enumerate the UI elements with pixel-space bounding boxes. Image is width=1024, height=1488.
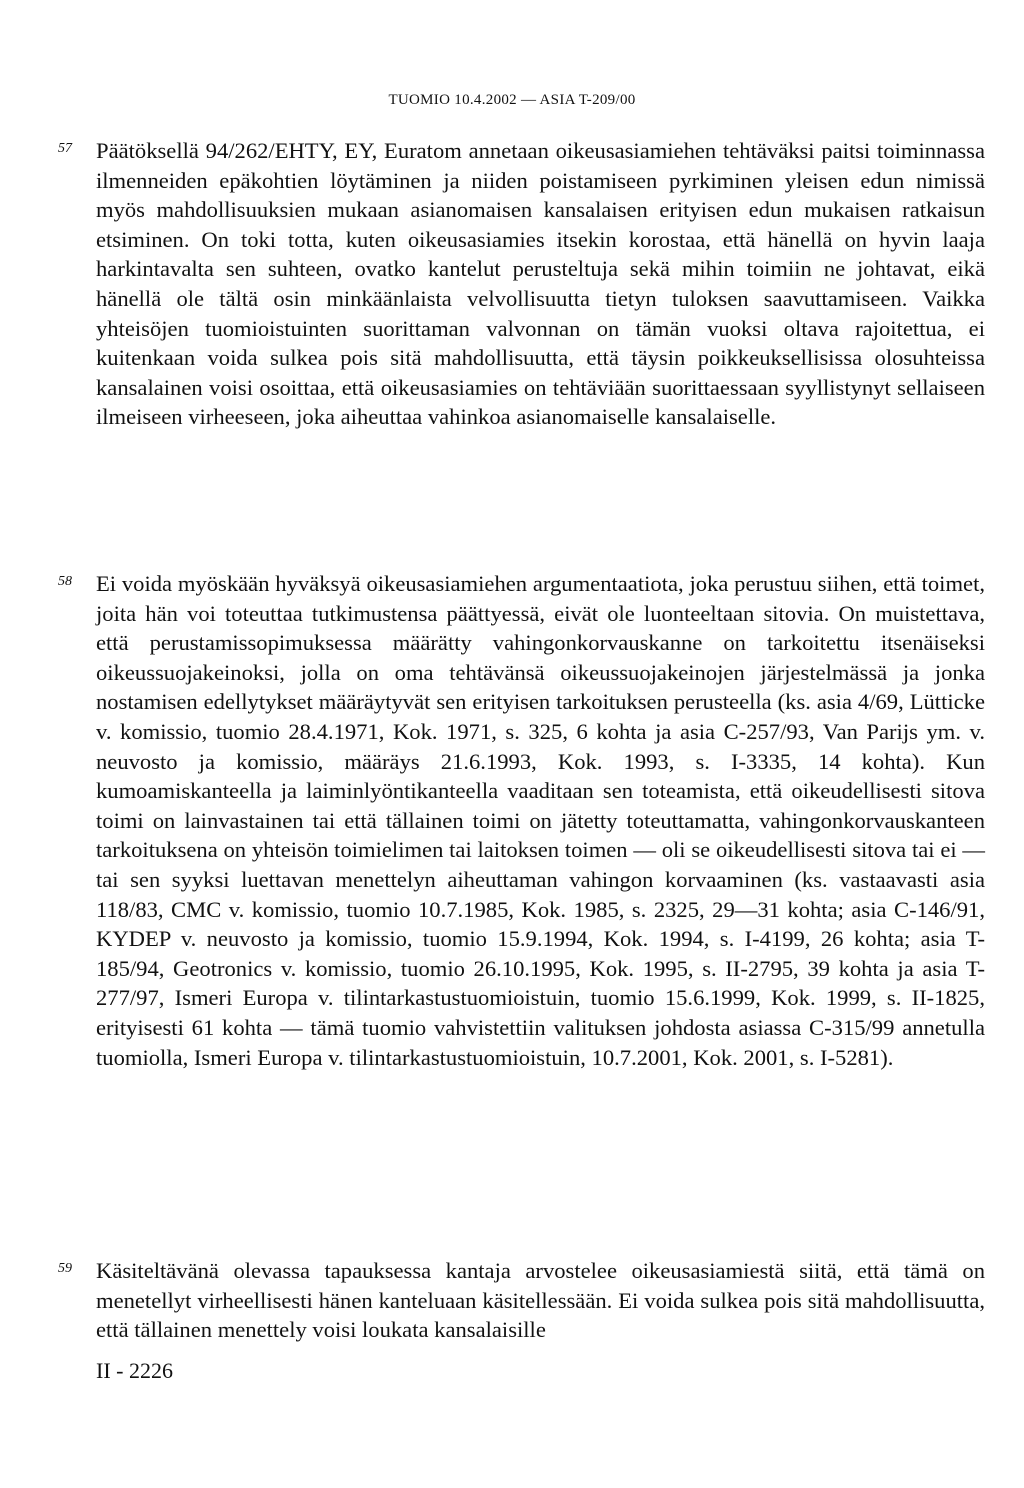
page-number: II - 2226 xyxy=(96,1358,173,1383)
paragraph-text: Päätöksellä 94/262/EHTY, EY, Euratom annetaan oikeusasiamiehen tehtäväksi paitsi toiminnassa ilmenneiden epäkohtien löytäminen ja niiden poistamiseen pyrkiminen yleisen edun nimissä myös mahdollisuuksien mukaan asianomaisen kansalaisen erityisen edun mukaisen ratkaisun etsiminen. On toki totta, kuten oikeusasiamies itsekin korostaa, että hänellä on hyvin laaja harkintavalta sen suhteen, ovatko kantelut perusteltuja sekä mihin toimiin ne johtavat, eikä hänellä ole tältä osin minkäänlaista velvollisuutta tietyn tuloksen saavuttamiseen. Vaikka yhteisöjen tuomioistuinten suorittaman valvonnan on tämän vuoksi oltava rajoitettua, ei kuitenkaan voida sulkea pois sitä mahdollisuutta, että täysin poikkeuksellisissa olosuhteissa kansalainen voisi osoittaa, että oikeusasiamies on tehtäviään suorittaessaan syyllistynyt sellaiseen ilmeiseen virheeseen, joka aiheuttaa vahinkoa asianomaiselle kansalaiselle. xyxy=(96,138,985,430)
paragraph-number: 58 xyxy=(58,574,72,589)
paragraph-text: Käsiteltävänä olevassa tapauksessa kantaja arvostelee oikeusasiamiestä siitä, että tämä on menetellyt virheellisesti hänen kanteluaan käsitellessään. Ei voida sulkea pois sitä mahdollisuutta, että tällainen menettely voisi loukata kansalaisille xyxy=(96,1258,985,1343)
paragraph-57 xyxy=(58,136,988,432)
paragraph-58 xyxy=(58,569,988,1072)
paragraph-number: 59 xyxy=(58,1261,72,1276)
paragraph-number: 57 xyxy=(58,141,72,156)
paragraph-text: Ei voida myöskään hyväksyä oikeusasiamiehen argumentaatiota, joka perustuu siihen, että toimet, joita hän voi toteuttaa tutkimustensa päättyessä, eivät ole luonteeltaan sitovia. On muistettava, että perustamissopimuksessa määrätty vahingonkorvauskanne on tarkoitettu itsenäiseksi oikeussuojakeinoksi, jolla on oma tehtävänsä oikeussuojakeinojen järjestelmässä ja jonka nostamisen edellytykset määräytyvät sen erityisen tarkoituksen perusteella (ks. asia 4/69, Lütticke v. komissio, tuomio 28.4.1971, Kok. 1971, s. 325, 6 kohta ja asia C-257/93, Van Parijs ym. v. neuvosto ja komissio, määräys 21.6.1993, Kok. 1993, s. I-3335, 14 kohta). Kun kumoamiskanteella ja laiminlyöntikanteella vaaditaan sen toteamista, että oikeudellisesti sitova toimi on lainvastainen tai että tällainen toimi on jätetty toteuttamatta, vahingonkorvauskanteen tarkoituksena on yhteisön toimielimen tai laitoksen toimen — oli se oikeudellisesti sitova tai ei — tai sen syyksi luettavan menettelyn aiheuttaman vahingon korvaaminen (ks. vastaavasti asia 118/83, CMC v. komissio, tuomio 10.7.1985, Kok. 1985, s. 2325, 29—31 kohta; asia C-146/91, KYDEP v. neuvosto ja komissio, tuomio 15.9.1994, Kok. 1994, s. I-4199, 26 kohta; asia T-185/94, Geotronics v. komissio, tuomio 26.10.1995, Kok. 1995, s. II-2795, 39 kohta ja asia T-277/97, Ismeri Europa v. tilintarkastustuomioistuin, tuomio 15.6.1999, Kok. 1999, s. II-1825, erityisesti 61 kohta — tämä tuomio vahvistettiin valituksen johdosta asiassa C-315/99 annetulla tuomiolla, Ismeri Europa v. tilintarkastustuomioistuin, 10.7.2001, Kok. 2001, s. I-5281). xyxy=(96,571,985,1070)
running-header: TUOMIO 10.4.2002 — ASIA T-209/00 xyxy=(388,92,636,108)
paragraph-59 xyxy=(58,1256,988,1345)
